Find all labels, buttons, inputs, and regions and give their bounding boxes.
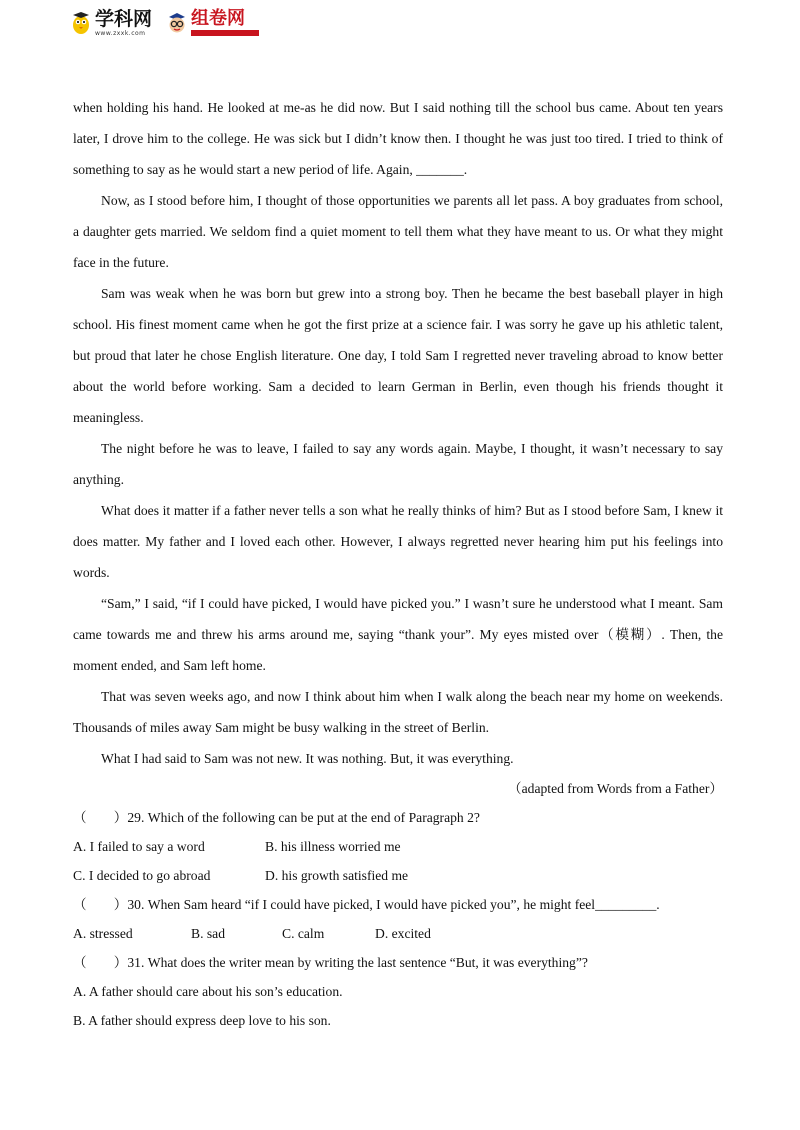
passage-paragraph: “Sam,” I said, “if I could have picked, I would have picked you.” I wasn’t sure he understood what I meant. Sam came towards me and threw his arms around me, saying “thank your”. My eyes misted over（模糊）. Then, the moment ended, and Sam left home. — [73, 596, 723, 673]
question-31-options-row — [73, 977, 723, 1006]
question-29-options-row — [73, 861, 723, 890]
question-29-stem: （ ）29. Which of the following can be put at the end of Paragraph 2? — [73, 810, 480, 825]
passage-paragraph: The night before he was to leave, I failed to say any words again. Maybe, I thought, it wasn’t necessary to say anything. — [73, 441, 723, 487]
zujuan-logo — [166, 10, 259, 36]
zxxk-logo — [70, 10, 152, 37]
option-d: D. his growth satisfied me — [265, 868, 409, 883]
logo1-sub: www.zxxk.com — [95, 30, 146, 37]
question-30-stem: （ ）30. When Sam heard “if I could have picked, I would have picked you”, he might feel_________. — [73, 897, 660, 912]
option-b: B. sad — [191, 926, 225, 941]
question-31-stem: （ ）31. What does the writer mean by writing the last sentence “But, it was everything”? — [73, 955, 588, 970]
passage-paragraph: when holding his hand. He looked at me-as he did now. But I said nothing till the school bus came. About ten years later, I drove him to the college. He was sick but I didn’t know then. I thought he was just too tired. I tried to think of something to say as he would start a new period of life. Again, _______. — [73, 100, 723, 177]
option-a: A. A father should care about his son’s education. — [73, 984, 343, 999]
logo2-bar — [191, 30, 259, 36]
question-31-options-row — [73, 1006, 723, 1035]
option-b: B. A father should express deep love to his son. — [73, 1013, 331, 1028]
document-body — [73, 92, 723, 1035]
option-c: C. I decided to go abroad — [73, 868, 211, 883]
glasses-kid-icon — [166, 10, 188, 36]
passage-paragraph: What does it matter if a father never tells a son what he really thinks of him? But as I stood before Sam, I knew it does matter. My father and I loved each other. However, I always regretted never hearing him put his feelings into words. — [73, 503, 723, 580]
book-owl-icon — [70, 11, 92, 37]
passage-paragraph: What I had said to Sam was not new. It was nothing. But, it was everything. — [101, 751, 514, 766]
option-c: C. calm — [282, 926, 325, 941]
page-header — [70, 10, 273, 44]
option-a: A. stressed — [73, 926, 133, 941]
option-a: A. I failed to say a word — [73, 839, 205, 854]
option-d: D. excited — [375, 926, 431, 941]
passage-source: （adapted from Words from a Father） — [508, 781, 723, 796]
passage-paragraph: Now, as I stood before him, I thought of those opportunities we parents all let pass. A boy graduates from school, a daughter gets married. We seldom find a quiet moment to tell them what they have meant to us. Or what they might face in the future. — [73, 193, 723, 270]
passage-paragraph: Sam was weak when he was born but grew into a strong boy. Then he became the best baseball player in high school. His finest moment came when he got the first prize at a science fair. I was sorry he gave up his athletic talent, but proud that later he chose English literature. One day, I told Sam I regretted never traveling abroad to know better about the world before working. Sam a decided to learn German in Berlin, even though his friends thought it meaningless. — [73, 286, 723, 425]
passage-paragraph: That was seven weeks ago, and now I think about him when I walk along the beach near my home on weekends. Thousands of miles away Sam might be busy walking in the street of Berlin. — [73, 689, 723, 735]
logo1-text: 学科网 — [95, 8, 153, 30]
question-30-options-row — [73, 919, 723, 948]
logo2-text: 组卷网 — [191, 8, 246, 29]
option-b: B. his illness worried me — [265, 839, 401, 854]
question-29-options-row — [73, 832, 723, 861]
